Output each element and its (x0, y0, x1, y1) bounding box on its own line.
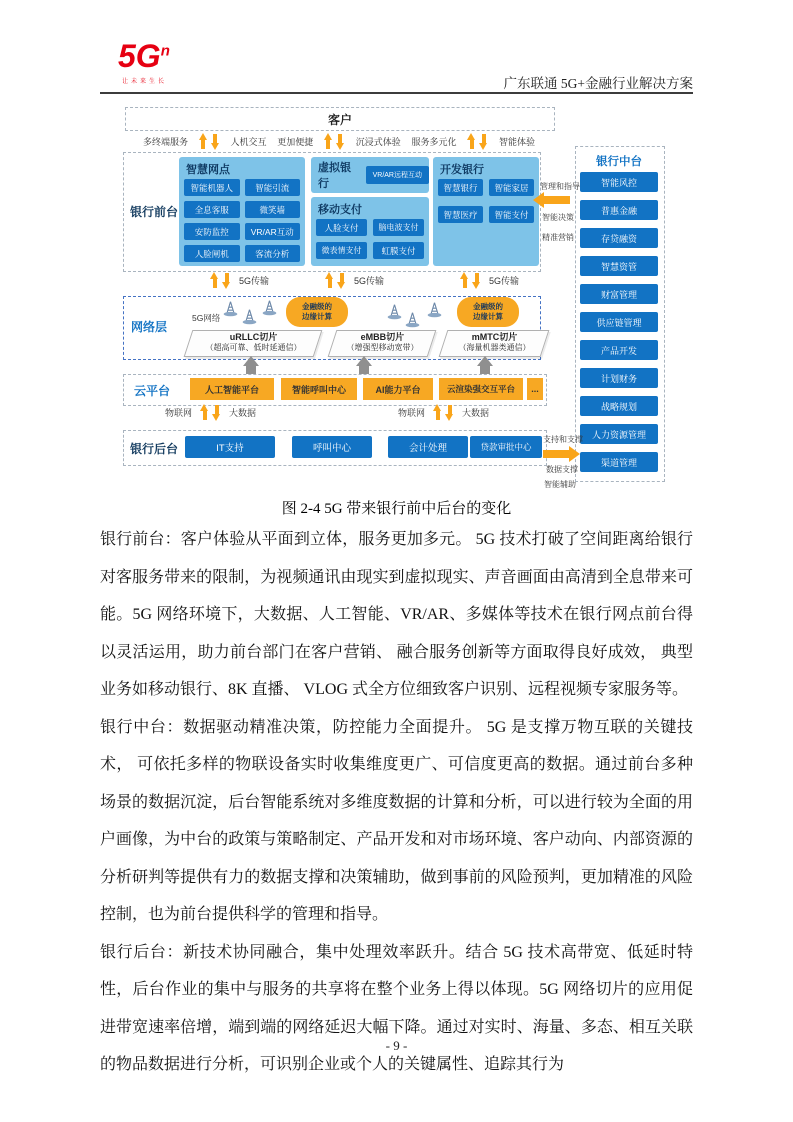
edge-computing-line2: 边缘计算 (302, 312, 332, 321)
slice-name: eMBB切片 (360, 332, 405, 342)
up-down-arrows-icon (200, 404, 221, 421)
customer-box: 客户 (125, 107, 555, 131)
up-down-arrows-icon (460, 272, 481, 289)
manage-guide-label: 管理和指导 (540, 182, 580, 191)
middle-capability: 渠道管理 (580, 452, 658, 472)
up-down-arrows-icon (467, 133, 488, 150)
iot-label: 物联网 (398, 408, 426, 418)
paragraph-middle-office: 银行中台：数据驱动精准决策，防控能力全面提升。 5G 是支撑万物互联的关键技术， 可依托多样的物联设备实时收集维度更广、可信度更高的数据。通过前台多种场景的数据沉淀，后台智能系统对多维度数据的计算和分析，可以进行较为全面的用户画像，为中台的政策与策略制定、产品开发和对市场环境、客户动向、内部资源的分析研判等提供有力的数据支撑和决策辅助，做到事前的风险预判，更加精准的风险控制，也为前台提供科学的管理和指导。 (100, 718, 693, 923)
urllc-slice (184, 330, 323, 357)
cell-tower-icon (404, 311, 421, 328)
cloud-platform-label: 云平台 (134, 384, 171, 398)
dev-bank-group (433, 157, 539, 266)
iot-label: 物联网 (165, 408, 193, 418)
slice-name: uRLLC切片 (229, 332, 278, 342)
up-down-arrows-icon (324, 133, 345, 150)
transmission-label: 5G传输 (489, 276, 520, 286)
iot-group (165, 404, 256, 421)
front-office-label: 银行前台 (130, 205, 179, 219)
middle-capability: 产品开发 (580, 340, 658, 360)
up-down-arrows-icon (325, 272, 346, 289)
front-capability: 微表情支付 (316, 242, 367, 259)
slice-desc: （超高可靠、低时延通信） (205, 343, 302, 353)
transmission-group (325, 272, 384, 289)
front-capability: 智能引流 (245, 179, 301, 196)
up-down-arrows-icon (199, 133, 220, 150)
iot-group (398, 404, 489, 421)
up-arrow-icon (243, 356, 259, 366)
middle-capability: 智能风控 (580, 172, 658, 192)
middle-capability: 战略规划 (580, 396, 658, 416)
transmission-label: 5G传输 (354, 276, 385, 286)
middle-capability: 智慧资管 (580, 256, 658, 276)
embb-slice (328, 330, 437, 357)
cell-tower-icon (222, 300, 239, 317)
edge-computing-line1: 金融级的 (473, 302, 503, 312)
middle-office-label: 银行中台 (596, 156, 642, 168)
cell-tower-icon (241, 308, 258, 325)
network-layer-label: 网络层 (131, 320, 168, 334)
front-capability: 客流分析 (245, 245, 301, 262)
cloud-capability: 智能呼叫中心 (281, 378, 357, 400)
5g-network-label: 5G网络 (192, 313, 221, 323)
group-title: 虚拟银行 (318, 162, 351, 190)
middle-capability: 人力资源管理 (580, 424, 658, 444)
cloud-capability: AI能力平台 (363, 378, 433, 400)
group-title: 开发银行 (440, 164, 484, 176)
support-label: 支持和支撑 (543, 435, 583, 444)
figure-caption: 图 2-4 5G 带来银行前中后台的变化 (281, 501, 512, 517)
front-capability: 脑电波支付 (373, 219, 424, 236)
edge-computing-line1: 金融级的 (302, 302, 332, 312)
front-capability: 微笑墙 (245, 201, 301, 218)
bigdata-label: 大数据 (229, 408, 257, 418)
front-capability: 智能机器人 (184, 179, 240, 196)
back-capability: IT支持 (185, 436, 275, 458)
edge-computing-box (457, 297, 519, 327)
right-arrow-icon (543, 450, 569, 458)
mmtc-slice (439, 330, 550, 357)
paragraph-back-office: 银行后台：新技术协同融合，集中处理效率跃升。结合 5G 技术高带宽、低延时特性，后台作业的集中与服务的共享将在整个业务上得以体现。5G 网络切片的应用促进带宽速率倍增，端到端的网络延迟大幅下降。通过对实时、海量、多态、相互关联的物品数据进行分析，可识别企业或个人的关键属性、追踪其行为 (100, 943, 693, 1073)
back-office-label: 银行后台 (130, 442, 179, 456)
unicom-5g-logo (118, 40, 170, 72)
benefit-label: 沉浸式体验 (355, 136, 401, 147)
front-capability: 智慧医疗 (438, 206, 483, 223)
middle-capability: 存贷融资 (580, 228, 658, 248)
logo-tagline: 让未来生长 (122, 79, 168, 85)
transmission-group (210, 272, 269, 289)
smart-assist-label: 智能辅助 (544, 480, 576, 489)
data-support-label: 数据支撑 (546, 465, 578, 474)
front-capability: 虹膜支付 (373, 242, 424, 259)
middle-capability: 供应链管理 (580, 312, 658, 332)
transmission-label: 5G传输 (239, 276, 270, 286)
cloud-capability: ... (527, 378, 543, 400)
edge-computing-line2: 边缘计算 (473, 312, 503, 321)
left-arrow-icon (544, 196, 570, 204)
middle-capability: 计划财务 (580, 368, 658, 388)
edge-computing-box (286, 297, 348, 327)
slice-name: mMTC切片 (471, 332, 518, 342)
transmission-group (460, 272, 519, 289)
front-capability: VR/AR远程互动 (366, 166, 429, 184)
logo-text: 5G (118, 38, 161, 74)
up-arrow-icon (356, 356, 372, 366)
front-capability: 智能家居 (489, 179, 534, 196)
smart-branch-group (179, 157, 305, 266)
back-capability: 呼叫中心 (292, 436, 372, 458)
slice-desc: （增强型移动宽带） (346, 343, 419, 353)
front-capability: 智能支付 (489, 206, 534, 223)
back-capability: 贷款审批中心 (470, 436, 542, 458)
mobile-pay-group (311, 197, 429, 266)
middle-capability: 普惠金融 (580, 200, 658, 220)
benefit-label: 智能体验 (498, 136, 535, 147)
customer-benefits-row (125, 130, 553, 152)
header-rule (100, 92, 693, 94)
front-capability: 全息客服 (184, 201, 240, 218)
front-capability: VR/AR互动 (245, 223, 301, 240)
cell-tower-icon (386, 303, 403, 320)
logo-sup: n (160, 42, 170, 60)
precise-marketing-label: 精准营销 (542, 233, 574, 242)
up-down-arrows-icon (210, 272, 231, 289)
body-text (100, 521, 693, 1084)
back-capability: 会计处理 (388, 436, 468, 458)
virtual-bank-group (311, 157, 429, 193)
benefit-label: 更加便捷 (277, 136, 314, 147)
cell-tower-icon (261, 299, 278, 316)
smart-decision-label: 智能决策 (542, 213, 574, 222)
cloud-capability: 云渲染强交互平台 (439, 378, 523, 400)
front-capability: 安防监控 (184, 223, 240, 240)
middle-capability: 财富管理 (580, 284, 658, 304)
slice-desc: （海量机器类通信） (458, 343, 531, 353)
front-capability: 人脸支付 (316, 219, 367, 236)
group-title: 智慧网点 (186, 164, 230, 176)
page-number: - 9 - (385, 1038, 408, 1053)
document-title: 广东联通 5G+金融行业解决方案 (503, 76, 693, 91)
benefit-label: 多终端服务 (143, 136, 189, 147)
up-down-arrows-icon (433, 404, 454, 421)
cell-tower-icon (426, 301, 443, 318)
front-capability: 智慧银行 (438, 179, 483, 196)
cloud-capability: 人工智能平台 (190, 378, 274, 400)
bigdata-label: 大数据 (462, 408, 490, 418)
benefit-label: 服务多元化 (411, 136, 457, 147)
up-arrow-icon (477, 356, 493, 366)
group-title: 移动支付 (318, 204, 362, 216)
paragraph-front-office: 银行前台：客户体验从平面到立体，服务更加多元。 5G 技术打破了空间距离给银行对客服务带来的限制，为视频通讯由现实到虚拟现实、声音画面由高清到全息带来可能。5G 网络环境下，大数据、人工智能、VR/AR、多媒体等技术在银行网点前台得以灵活运用，助力前台部门在客户营销、 融合服务创新等方面取得良好成效， 典型业务如移动银行、8K 直播、 VLOG 式全方位细致客户识别、远程视频专家服务等。 (100, 531, 693, 698)
front-capability: 人脸闸机 (184, 245, 240, 262)
benefit-label: 人机交互 (230, 136, 267, 147)
